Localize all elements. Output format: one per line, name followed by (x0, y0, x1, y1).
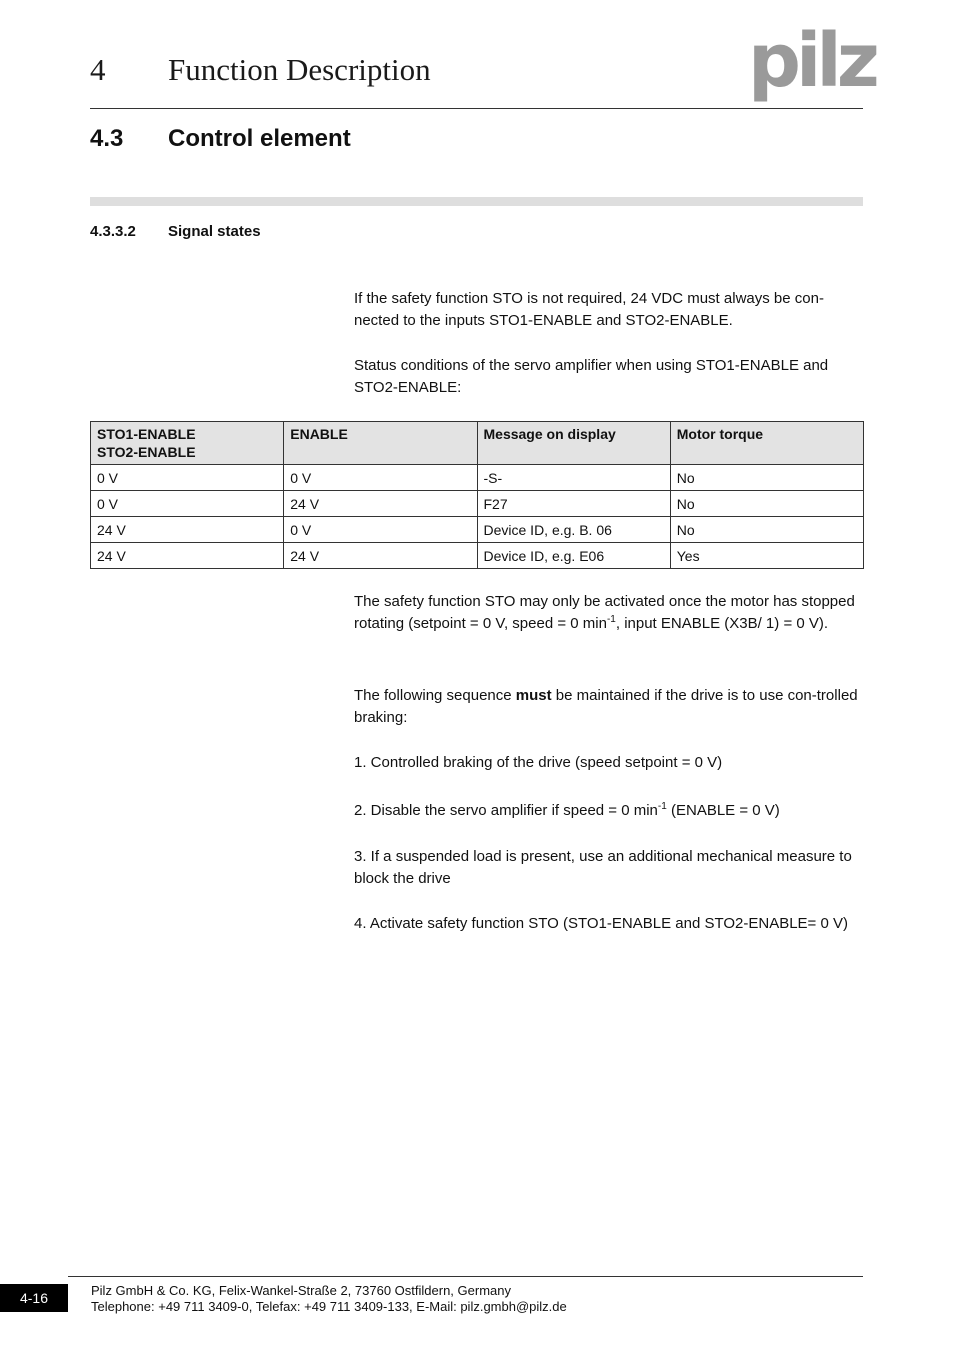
sequence-intro-end: be maintained if the drive is to use con-trolled braking: (354, 687, 858, 726)
signal-states-table (90, 421, 864, 569)
paragraph-sto-not-required: If the safety function STO is not required, 24 VDC must always be con-nected to the inputs STO1-ENABLE and STO2-ENABLE. (354, 290, 824, 329)
chapter-number: 4 (90, 52, 106, 87)
paragraph-sto-activation (354, 591, 864, 637)
paragraph-sequence-intro (354, 685, 864, 729)
cell-sto-enable: 24 V (91, 543, 284, 569)
header-sto2-enable: STO2-ENABLE (97, 444, 196, 460)
paragraph-sto-activation-start: The safety function STO may only be activated once the motor has stopped rotating (setpoint = 0 V, speed = 0 min (354, 593, 855, 632)
step-2-start: 2. Disable the servo amplifier if speed = 0 min (354, 802, 658, 819)
list-item-step-3: 3. If a suspended load is present, use an additional mechanical measure to block the drive (354, 848, 852, 887)
cell-sto-enable: 0 V (91, 465, 284, 491)
cell-motor-torque: Yes (670, 543, 863, 569)
cell-message: Device ID, e.g. E06 (477, 543, 670, 569)
step-2-end: (ENABLE = 0 V) (666, 802, 780, 819)
cell-message: F27 (477, 491, 670, 517)
paragraph-status-conditions: Status conditions of the servo amplifier when using STO1-ENABLE and STO2-ENABLE: (354, 357, 829, 396)
cell-message: -S- (477, 465, 670, 491)
exponent-minus-one: -1 (657, 801, 667, 812)
header-sto1-enable: STO1-ENABLE (97, 426, 196, 442)
pilz-logo: pilz (748, 18, 875, 104)
header-sto-enable (91, 422, 284, 465)
chapter-title: Function Description (168, 52, 431, 87)
cell-enable: 24 V (284, 491, 477, 517)
cell-enable: 24 V (284, 543, 477, 569)
subsection-title: Signal states (168, 223, 261, 240)
cell-message: Device ID, e.g. B. 06 (477, 517, 670, 543)
page-number-badge: 4-16 (0, 1284, 68, 1312)
cell-sto-enable: 0 V (91, 491, 284, 517)
header-message: Message on display (477, 422, 670, 465)
list-item-step-2 (354, 800, 864, 824)
footer-address: Pilz GmbH & Co. KG, Felix-Wankel-Straße 2, 73760 Ostfildern, Germany (91, 1283, 511, 1298)
footer-contact: Telephone: +49 711 3409-0, Telefax: +49 711 3409-133, E-Mail: pilz.gmbh@pilz.de (91, 1299, 567, 1314)
emphasis-must: must (515, 687, 552, 704)
section-separator-bar (90, 197, 863, 206)
list-item-step-1: 1. Controlled braking of the drive (speed setpoint = 0 V) (354, 754, 723, 771)
cell-motor-torque: No (670, 517, 863, 543)
table-row (91, 491, 864, 517)
table-row (91, 543, 864, 569)
table-header-row (91, 422, 864, 465)
header-motor-torque: Motor torque (670, 422, 863, 465)
table-row (91, 517, 864, 543)
exponent-minus-one: -1 (606, 614, 616, 625)
sequence-intro-start: The following sequence (354, 687, 516, 704)
header-divider (90, 108, 863, 109)
cell-enable: 0 V (284, 517, 477, 543)
table-row (91, 465, 864, 491)
section-title: Control element (168, 125, 351, 152)
header-enable: ENABLE (284, 422, 477, 465)
cell-motor-torque: No (670, 491, 863, 517)
cell-enable: 0 V (284, 465, 477, 491)
cell-sto-enable: 24 V (91, 517, 284, 543)
paragraph-sto-activation-end: , input ENABLE (X3B/ 1) = 0 V). (615, 615, 829, 632)
list-item-step-4: 4. Activate safety function STO (STO1-ENABLE and STO2-ENABLE= 0 V) (354, 915, 848, 932)
cell-motor-torque: No (670, 465, 863, 491)
subsection-number: 4.3.3.2 (90, 223, 136, 240)
footer-divider (68, 1276, 863, 1277)
section-number: 4.3 (90, 125, 124, 152)
